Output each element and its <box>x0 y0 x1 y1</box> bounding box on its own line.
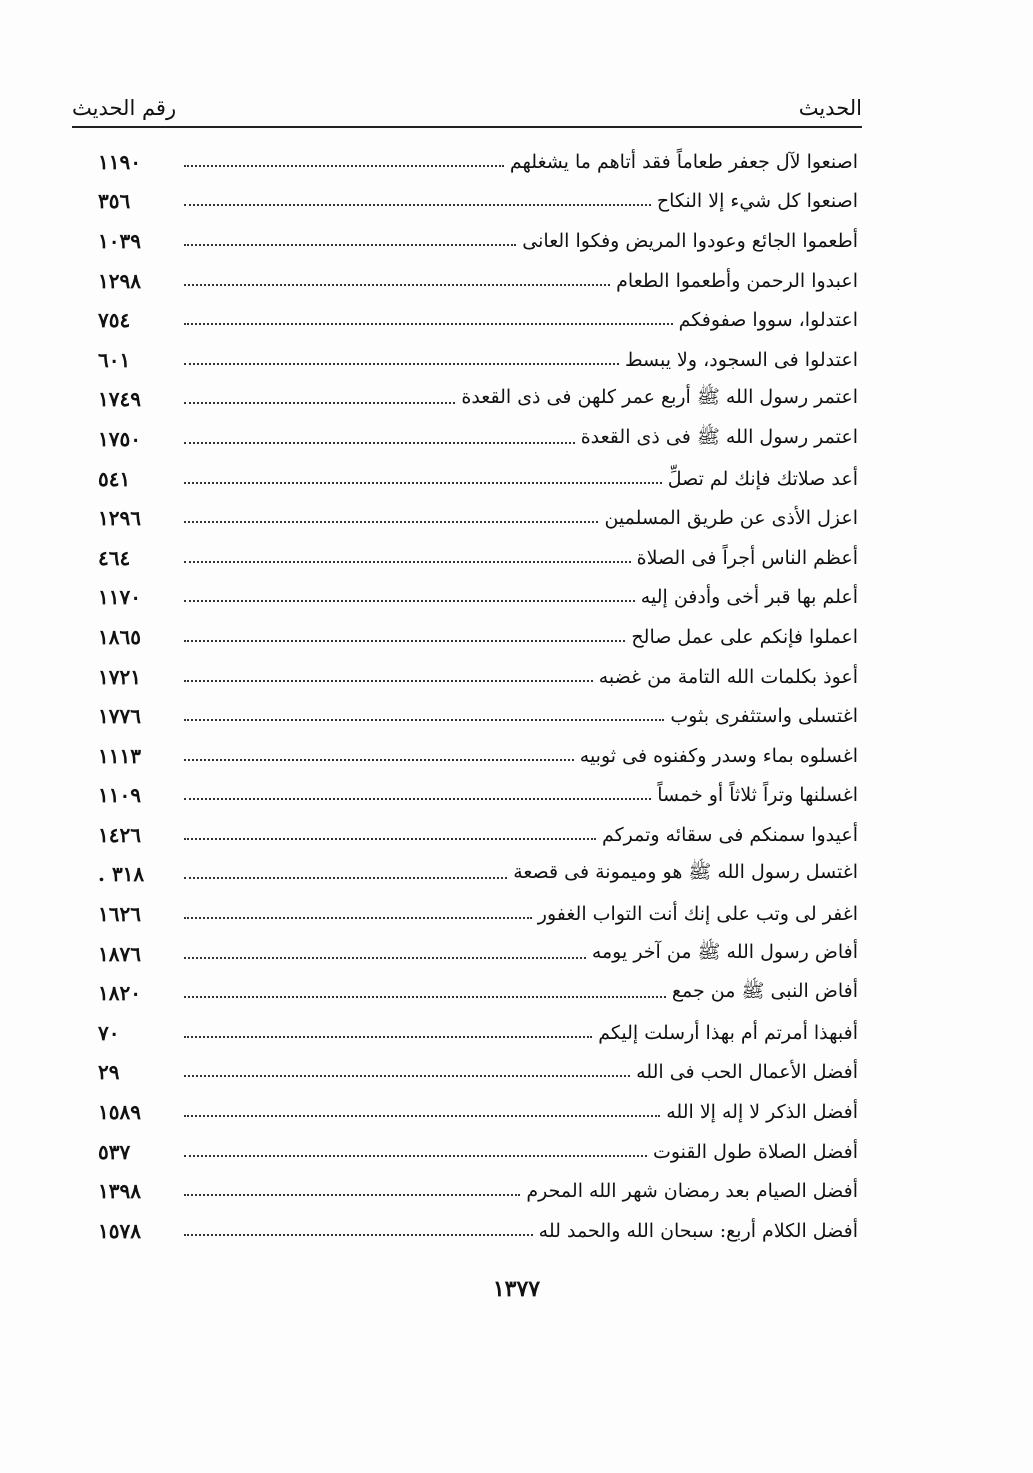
hadith-number: ٤٦٤ <box>98 545 131 570</box>
hadith-number: ١٥٨٩ <box>98 1100 141 1125</box>
hadith-text: أفاض النبى ﷺ من جمع <box>671 980 858 1003</box>
leader-dots <box>184 1115 660 1117</box>
hadith-number: ١٦٢٦ <box>98 902 141 927</box>
header-number-column-title: رقم الحديث <box>72 96 177 120</box>
hadith-number: ١٥٧٨ <box>98 1218 141 1243</box>
index-entry <box>98 617 858 657</box>
hadith-text: اغسلنها وتراً ثلاثاً أو خمساً <box>657 784 858 807</box>
index-entry <box>98 380 858 420</box>
leader-dots <box>184 482 662 484</box>
page-header <box>72 84 862 120</box>
index-entry <box>98 696 858 736</box>
hadith-text: أعيدوا سمنكم فى سقائه وتمركم <box>601 823 858 846</box>
hadith-number: ١٧٢١ <box>98 664 141 689</box>
leader-dots <box>184 1194 520 1196</box>
hadith-text: اعبدوا الرحمن وأطعموا الطعام <box>616 269 858 292</box>
leader-dots <box>184 1155 647 1157</box>
index-entry <box>98 182 858 222</box>
hadith-text: أفضل الصيام بعد رمضان شهر الله المحرم <box>526 1180 858 1203</box>
index-entry <box>98 300 858 340</box>
hadith-number: ١٣٩٨ <box>98 1179 141 1204</box>
leader-dots <box>184 600 635 602</box>
hadith-number: ٥٣٧ <box>98 1139 131 1164</box>
hadith-number: ١٨٧٦ <box>98 941 141 966</box>
leader-dots <box>184 838 596 840</box>
hadith-text: اغتسلى واستثفرى بثوب <box>670 705 858 728</box>
hadith-number: ١٢٩٨ <box>98 268 141 293</box>
hadith-text: اعتمر رسول الله ﷺ فى ذى القعدة <box>580 425 858 448</box>
index-entry <box>98 657 858 697</box>
hadith-number: ١١٩٠ <box>98 149 141 174</box>
index-entry <box>98 894 858 934</box>
leader-dots <box>184 442 575 444</box>
hadith-number: ١٨٢٠ <box>98 981 141 1006</box>
hadith-number: ١٧٥٠ <box>98 426 141 451</box>
header-hadith-column-title: الحديث <box>798 96 862 120</box>
hadith-number: ٣٥٦ <box>98 189 131 214</box>
hadith-number: ١١٠٩ <box>98 783 141 808</box>
index-entry <box>98 1013 858 1053</box>
index-entry <box>98 1171 858 1211</box>
leader-dots <box>184 363 619 365</box>
hadith-text: أفضل الذكر لا إله إلا الله <box>666 1101 858 1124</box>
hadith-number: ١٧٤٩ <box>98 387 141 412</box>
hadith-number: ٢٩ <box>98 1060 120 1085</box>
index-entry <box>98 855 858 895</box>
hadith-number: ١٤٢٦ <box>98 822 141 847</box>
leader-dots <box>184 680 593 682</box>
leader-dots <box>184 957 586 959</box>
hadith-text: أفضل الأعمال الحب فى الله <box>636 1061 858 1084</box>
index-entry <box>98 340 858 380</box>
index-entry <box>98 142 858 182</box>
index-entry <box>98 973 858 1013</box>
leader-dots <box>184 244 516 246</box>
leader-dots <box>184 561 631 563</box>
leader-dots <box>184 1234 533 1236</box>
hadith-text: أفاض رسول الله ﷺ من آخر يومه <box>591 940 858 963</box>
hadith-number: ١٢٩٦ <box>98 506 141 531</box>
leader-dots <box>184 640 625 642</box>
hadith-text: اعتدلوا، سووا صفوفكم <box>678 309 858 332</box>
leader-dots <box>184 798 651 800</box>
index-entry <box>98 1132 858 1172</box>
header-divider <box>72 126 862 128</box>
leader-dots <box>184 996 666 998</box>
leader-dots <box>184 759 574 761</box>
index-entry <box>98 1211 858 1251</box>
index-entry <box>98 419 858 459</box>
hadith-text: اعتمر رسول الله ﷺ أربع عمر كلهن فى ذى القعدة <box>461 386 858 409</box>
leader-dots <box>184 521 598 523</box>
hadith-text: اغفر لى وتب على إنك أنت التواب الغفور <box>537 903 858 926</box>
leader-dots <box>184 402 455 404</box>
hadith-text: اغتسل رسول الله ﷺ هو وميمونة فى قصعة <box>513 861 858 884</box>
hadith-number: ١٨٦٥ <box>98 624 141 649</box>
hadith-number: ٧٥٤ <box>98 308 131 333</box>
hadith-text: أفضل الكلام أربع: سبحان الله والحمد لله <box>538 1219 858 1242</box>
leader-dots <box>184 323 673 325</box>
hadith-text: أعظم الناس أجراً فى الصلاة <box>636 546 858 569</box>
leader-dots <box>184 917 532 919</box>
hadith-text: اعملوا فإنكم على عمل صالح <box>631 625 858 648</box>
index-entry <box>98 578 858 618</box>
leader-dots <box>184 1075 630 1077</box>
page-number: ١٣٧٧ <box>492 1276 541 1302</box>
leader-dots <box>184 165 504 167</box>
index-entry <box>98 736 858 776</box>
hadith-text: اصنعوا لآل جعفر طعاماً فقد أتاهم ما يشغلهم <box>509 150 858 173</box>
hadith-number: ١١١٣ <box>98 743 141 768</box>
hadith-number: ١١٧٠ <box>98 585 141 610</box>
hadith-text: أفضل الصلاة طول القنوت <box>652 1140 858 1163</box>
index-entry <box>98 815 858 855</box>
leader-dots <box>184 719 664 721</box>
index-entry <box>98 459 858 499</box>
hadith-text: اعتدلوا فى السجود، ولا يبسط <box>625 348 858 371</box>
leader-dots <box>184 204 651 206</box>
hadith-text: أعد صلاتك فإنك لم تصلِّ <box>667 467 858 490</box>
leader-dots <box>184 877 507 879</box>
hadith-text: أعلم بها قبر أخى وأدفن إليه <box>640 586 858 609</box>
index-entry <box>98 934 858 974</box>
hadith-text: اغسلوه بماء وسدر وكفنوه فى ثوبيه <box>579 744 858 767</box>
hadith-number: ٥٤١ <box>98 466 131 491</box>
hadith-number: ٣١٨ . <box>98 862 145 887</box>
hadith-number: ١٧٧٦ <box>98 704 141 729</box>
hadith-text: أعوذ بكلمات الله التامة من غضبه <box>598 665 858 688</box>
hadith-number: ١٠٣٩ <box>98 228 141 253</box>
index-entry <box>98 261 858 301</box>
hadith-text: أطعموا الجائع وعودوا المريض وفكوا العانى <box>522 229 858 252</box>
hadith-number: ٧٠ <box>98 1020 120 1045</box>
hadith-text: اعزل الأذى عن طريق المسلمين <box>604 507 858 530</box>
index-entry <box>98 776 858 816</box>
hadith-number: ٦٠١ <box>98 347 131 372</box>
index-entry <box>98 498 858 538</box>
index-entry <box>98 221 858 261</box>
leader-dots <box>184 284 610 286</box>
hadith-index-list <box>98 142 858 1251</box>
leader-dots <box>184 1036 592 1038</box>
index-entry <box>98 1053 858 1093</box>
hadith-text: أفبهذا أمرتم أم بهذا أرسلت إليكم <box>598 1021 858 1044</box>
index-entry <box>98 1092 858 1132</box>
index-entry <box>98 538 858 578</box>
hadith-text: اصنعوا كل شيء إلا النكاح <box>656 190 858 213</box>
